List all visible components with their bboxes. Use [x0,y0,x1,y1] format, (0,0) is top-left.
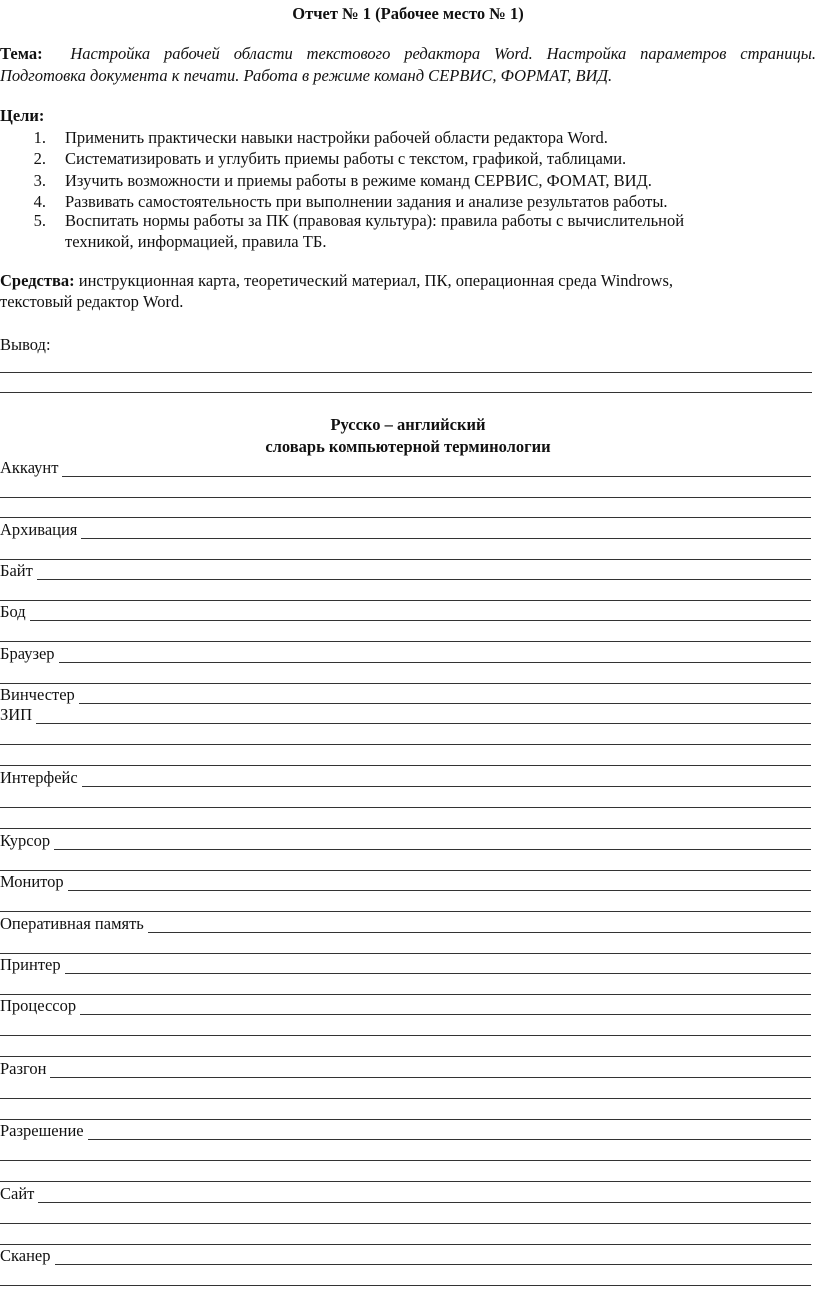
dictionary-term: Бод [0,602,26,621]
goal-number: 3. [33,171,46,190]
goal-number: 5. [33,211,46,230]
goal-item: Систематизировать и углубить приемы работы с текстом, графикой, таблицами. [65,149,627,168]
topic-label: Тема: [0,44,43,63]
blank-answer-line [0,1056,811,1057]
dictionary-term: Архивация [0,520,78,539]
means-label: Средства: [0,271,75,290]
topic-line-2: Подготовка документа к печати. Работа в режиме команд СЕРВИС, ФОРМАТ, ВИД. [0,66,613,85]
blank-answer-line [0,1160,811,1161]
blank-answer-line [0,744,811,745]
blank-answer-line [0,517,811,518]
term-answer-line [79,703,811,704]
term-answer-line [37,579,811,580]
dictionary-term: Байт [0,561,33,580]
goals-label: Цели: [0,106,45,125]
term-answer-line [148,932,811,933]
goal-number: 2. [33,149,46,168]
term-answer-line [81,538,811,539]
dictionary-title-line-2: словарь компьютерной терминологии [265,437,551,456]
goal-item-continuation: техникой, информацией, правила ТБ. [65,232,327,251]
term-answer-line [80,1014,811,1015]
term-answer-line [54,849,811,850]
term-answer-line [55,1264,812,1265]
blank-answer-line [0,1244,811,1245]
means-line-2: текстовый редактор Word. [0,292,184,311]
blank-answer-line [0,497,811,498]
dictionary-term: Разгон [0,1059,47,1078]
blank-answer-line [0,683,811,684]
topic-text-1: Настройка рабочей области текстового редактора Word. Настройка параметров страницы. [70,44,816,63]
dictionary-term: Браузер [0,644,55,663]
dictionary-term: Аккаунт [0,458,59,477]
dictionary-term: Курсор [0,831,51,850]
dictionary-term: Сканер [0,1246,51,1265]
blank-answer-line [0,765,811,766]
dictionary-term: Оперативная память [0,914,144,933]
term-answer-line [30,620,811,621]
conclusion-label: Вывод: [0,335,51,354]
term-answer-line [82,786,811,787]
report-title: Отчет № 1 (Рабочее место № 1) [292,4,524,23]
blank-answer-line [0,994,811,995]
blank-answer-line [0,1119,811,1120]
dictionary-term: Монитор [0,872,64,891]
goal-item: Воспитать нормы работы за ПК (правовая культура): правила работы с вычислительной [65,211,685,230]
blank-answer-line [0,559,811,560]
blank-answer-line [0,911,811,912]
blank-answer-line [0,600,811,601]
blank-answer-line [0,1223,811,1224]
term-answer-line [68,890,811,891]
goal-item: Применить практически навыки настройки рабочей области редактора Word. [65,128,608,147]
conclusion-answer-line [0,392,812,393]
term-answer-line [62,476,811,477]
dictionary-term: Принтер [0,955,61,974]
topic-line-1 [0,46,816,63]
blank-answer-line [0,953,811,954]
dictionary-term: Процессор [0,996,77,1015]
dictionary-term: Сайт [0,1184,35,1203]
term-answer-line [36,723,811,724]
blank-answer-line [0,828,811,829]
term-answer-line [65,973,811,974]
blank-answer-line [0,1285,811,1286]
conclusion-answer-line [0,372,812,373]
term-answer-line [50,1077,811,1078]
blank-answer-line [0,870,811,871]
means-line-1 [0,273,673,290]
term-answer-line [38,1202,811,1203]
goal-number: 1. [33,128,46,147]
dictionary-term: Разрешение [0,1121,84,1140]
term-answer-line [88,1139,811,1140]
means-text-1: инструкционная карта, теоретический материал, ПК, операционная среда Windrows, [78,271,674,290]
goal-item: Развивать самостоятельность при выполнении задания и анализе результатов работы. [65,192,668,211]
goal-item: Изучить возможности и приемы работы в режиме команд СЕРВИС, ФОМАТ, ВИД. [65,171,652,190]
blank-answer-line [0,641,811,642]
blank-answer-line [0,1181,811,1182]
dictionary-term: Винчестер [0,685,75,704]
blank-answer-line [0,807,811,808]
term-answer-line [59,662,811,663]
blank-answer-line [0,1035,811,1036]
dictionary-term: ЗИП [0,705,33,724]
goal-number: 4. [33,192,46,211]
dictionary-title-line-1: Русско – английский [330,415,486,434]
dictionary-term: Интерфейс [0,768,78,787]
blank-answer-line [0,1098,811,1099]
